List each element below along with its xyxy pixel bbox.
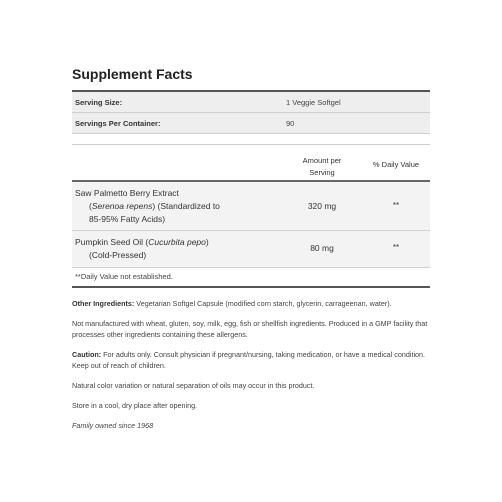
other-ingredients-label: Other Ingredients: (72, 299, 135, 308)
ingredient-daily-value: ** (392, 243, 400, 252)
daily-value-header: % Daily Value (372, 160, 420, 169)
serving-size-value: 1 Veggie Softgel (286, 98, 341, 107)
facts-table (72, 90, 430, 288)
caution-text: For adults only. Consult physician if pregnant/nursing, taking medication, or have a medical condition. Keep out of reach of children. (72, 350, 426, 370)
ingredient-row (72, 231, 430, 268)
daily-value-footnote: **Daily Value not established. (75, 272, 173, 281)
ingredient-latin-name: Serenoa repens (91, 201, 153, 211)
daily-value-footnote-row (72, 268, 430, 288)
amount-header-line1: Amount per (302, 156, 342, 165)
ingredient-name-part: Pumpkin Seed Oil ( (75, 237, 149, 247)
ingredient-name-line (75, 237, 209, 247)
other-ingredients (72, 298, 442, 309)
ingredient-name (75, 236, 255, 262)
ingredient-name-line: (Cold-Pressed) (89, 250, 147, 260)
panel-title: Supplement Facts (72, 66, 193, 82)
ingredient-name-line: Saw Palmetto Berry Extract (75, 188, 179, 198)
ingredient-amount: 80 mg (310, 243, 334, 253)
ingredient-name-line (75, 200, 255, 213)
variation-note: Natural color variation or natural separation of oils may occur in this product. (72, 381, 315, 390)
servings-per-container-value: 90 (286, 119, 295, 128)
caution-label: Caution: (72, 350, 102, 359)
other-ingredients-text: Vegetarian Softgel Capsule (modified corn starch, glycerin, carrageenan, water). (134, 299, 392, 308)
ingredient-name-part: ) (205, 237, 209, 247)
column-header-row (72, 145, 430, 182)
amount-header-line2: Serving (309, 168, 335, 177)
ingredient-amount: 320 mg (307, 201, 337, 211)
ingredient-name-line: 85-95% Fatty Acids) (89, 214, 166, 224)
servings-per-container-label: Servings Per Container: (75, 119, 161, 128)
company-tagline: Family owned since 1968 (72, 421, 154, 430)
serving-size-label: Serving Size: (75, 98, 123, 107)
serving-size-row (72, 92, 430, 113)
ingredient-daily-value: ** (392, 201, 400, 210)
allergen-statement: Not manufactured with wheat, gluten, soy, milk, egg, fish or shellfish ingredients. Produced in a GMP facility that processes other ingredients containing these allergens. (72, 319, 428, 339)
servings-per-container-row (72, 113, 430, 134)
ingredient-name-part: ( (89, 201, 92, 211)
ingredient-name-part: ) (Standardized to (152, 201, 220, 211)
caution-statement (72, 349, 442, 371)
ingredient-latin-name: Cucurbita pepo (148, 237, 206, 247)
storage-instructions: Store in a cool, dry place after opening. (72, 401, 198, 410)
table-spacer (72, 134, 430, 145)
amount-per-serving-header (287, 155, 357, 179)
ingredient-row (72, 182, 430, 231)
ingredient-name (75, 187, 255, 226)
